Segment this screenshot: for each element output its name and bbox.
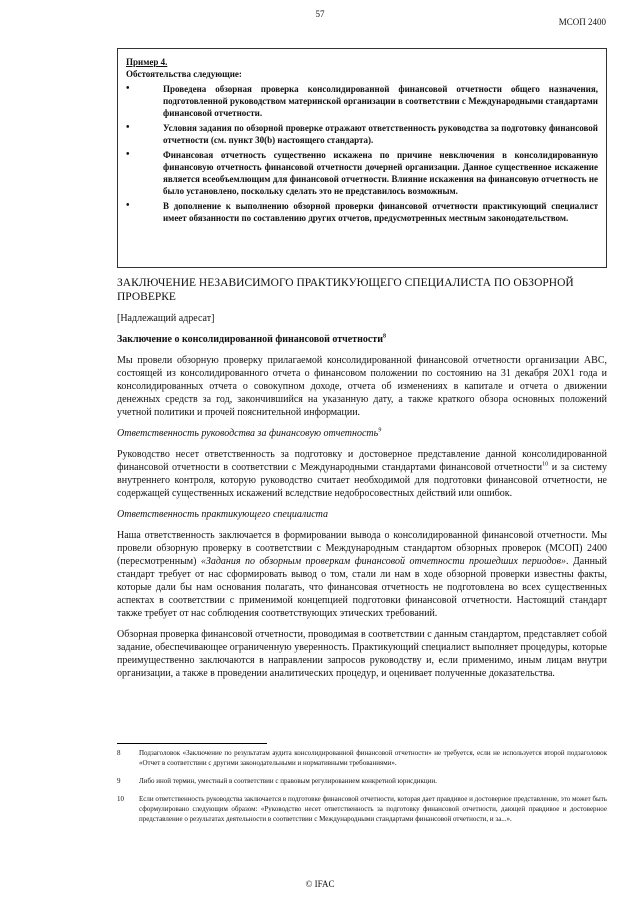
example-bullet: • Условия задания по обзорной проверке отражают ответственность руководства за подготовку финансовой отчетности (см. пункт 30(b) настоящего стандарта). [126,122,598,146]
standard-title: «Задания по обзорным проверкам финансовой отчетности прошедших периодов» [200,556,566,567]
page-number: 57 [315,9,325,19]
example-bullet: • Проведена обзорная проверка консолидированной финансовой отчетности общего назначения, подготовленной руководством материнской организации в соответствии с Международными стандартами финансовой отчетности. [126,83,598,119]
responsibility-text-part-1: Наша ответственность заключается в формировании вывода о консолидированной финансовой отчетности. Мы провели обзорную проверку в соответствии с Международным стандартом обзорных проверок (МСОП) 2400 (пересмотренным) [117,530,607,567]
footnote-9 [117,776,607,786]
footnote-ref-8[interactable]: 8 [382,333,386,340]
example-bullet: • Финансовая отчетность существенно искажена по причине невключения в консолидированную финансовую отчетность финансовой отчетности дочерней организации. Данное существенное искажение является всеобъемлющим для финансовой отчетности. Влияние искажения на финансовую отчетность не было установлено, поскольку сделать это не представилось возможным. [126,149,598,197]
footnote-separator [117,743,267,744]
conclusion-heading-text: Заключение о консолидированной финансовой отчетности [117,334,383,345]
practitioner-responsibility-paragraph [117,529,607,620]
responsibility-text-part-2: . Данный стандарт требует от нас сформировать вывод о том, стали ли нам в ходе обзорной проверки известны факты, которые дали бы нам основания полагать, что финансовая отчетность не подготовлена во всех существенных аспектах в соответствии с применимой концепцией подготовки финансовой отчетности. Настоящий стандарт также требует от нас соблюдения соответствующих этических требований. [117,556,607,619]
example-box [117,48,607,268]
footnote-number: 10 [117,795,124,803]
review-paragraph: Обзорная проверка финансовой отчетности, проводимая в соответствии с данным стандартом, представляет собой задание, обеспечивающее ограниченную уверенность. Практикующий специалист выполняет процедуры, которые преимущественно заключаются в направлении запросов руководству и, если применимо, иным лицам внутри организации, а также в проведении аналитических процедур, и оценивает полученные доказательства. [117,629,607,679]
management-responsibility-paragraph [117,448,607,500]
management-heading-text: Ответственность руководства за финансовую отчетность [117,428,379,439]
footnote-ref-9[interactable]: 9 [378,427,382,434]
addressee: [Надлежащий адресат] [117,313,215,324]
document-code: МСОП 2400 [558,17,606,27]
management-responsibility-heading [117,427,607,440]
report-title: ЗАКЛЮЧЕНИЕ НЕЗАВИСИМОГО ПРАКТИКУЮЩЕГО СПЕЦИАЛИСТА ПО ОБЗОРНОЙ ПРОВЕРКЕ [117,277,574,303]
example-intro: Обстоятельства следующие: [126,69,242,79]
footnote-number: 8 [117,749,121,757]
footnote-number: 9 [117,777,121,785]
footnote-8 [117,748,607,768]
management-text-part-2: и за систему внутреннего контроля, которую руководство считает необходимой для подготовки финансовой отчетности, не содержащей существенных искажений вследствие недобросовестных действий или ошибок. [117,462,607,499]
practitioner-responsibility-heading: Ответственность практикующего специалиста [117,509,328,520]
footnote-text: Либо иной термин, уместный в соответствии с правовым регулированием конкретной юрисдикции. [139,777,437,785]
footnote-text: Если ответственность руководства заключается в подготовке финансовой отчетности, которая дает правдивое и достоверное представление, это может быть сформулировано следующим образом: «Руководство несет ответственность за подготовку финансовой отчетности, дающей правдивое и достоверное представление о результатах деятельности в соответствии с Международными стандартами финансовой отчетности, и за...». [139,795,607,823]
footnote-10 [117,794,607,824]
footnote-ref-10[interactable]: 10 [542,461,549,468]
copyright-footer: © IFAC [305,879,335,889]
example-title: Пример 4. [126,57,168,67]
conclusion-heading [117,333,607,346]
management-text-part-1: Руководство несет ответственность за подготовку и достоверное представление данной консолидированной финансовой отчетности в соответствии с Международными стандартами финансовой отчетности [117,449,607,473]
footnote-text: Подзаголовок «Заключение по результатам аудита консолидированной финансовой отчетности» не требуется, если не используется второй подзаголовок «Отчет в соответствии с другими законодательными и нормативными требованиями». [139,749,607,767]
report-body [117,276,607,680]
example-bullet: • В дополнение к выполнению обзорной проверки финансовой отчетности практикующий специалист имеет обязанности по составлению других отчетов, предусмотренных местным законодательством. [126,200,598,224]
scope-paragraph: Мы провели обзорную проверку прилагаемой консолидированной финансовой отчетности организации ABC, состоящей из консолидированного отчета о финансовом положении по состоянию на 31 декабря 20X1 года и консолидированных отчета о совокупном доходе, отчета об изменениях в капитале и отчета о движении денежных средств за год, закончившийся на указанную дату, а также краткого обзора основных положений учетной политики и прочей пояснительной информации. [117,355,607,418]
